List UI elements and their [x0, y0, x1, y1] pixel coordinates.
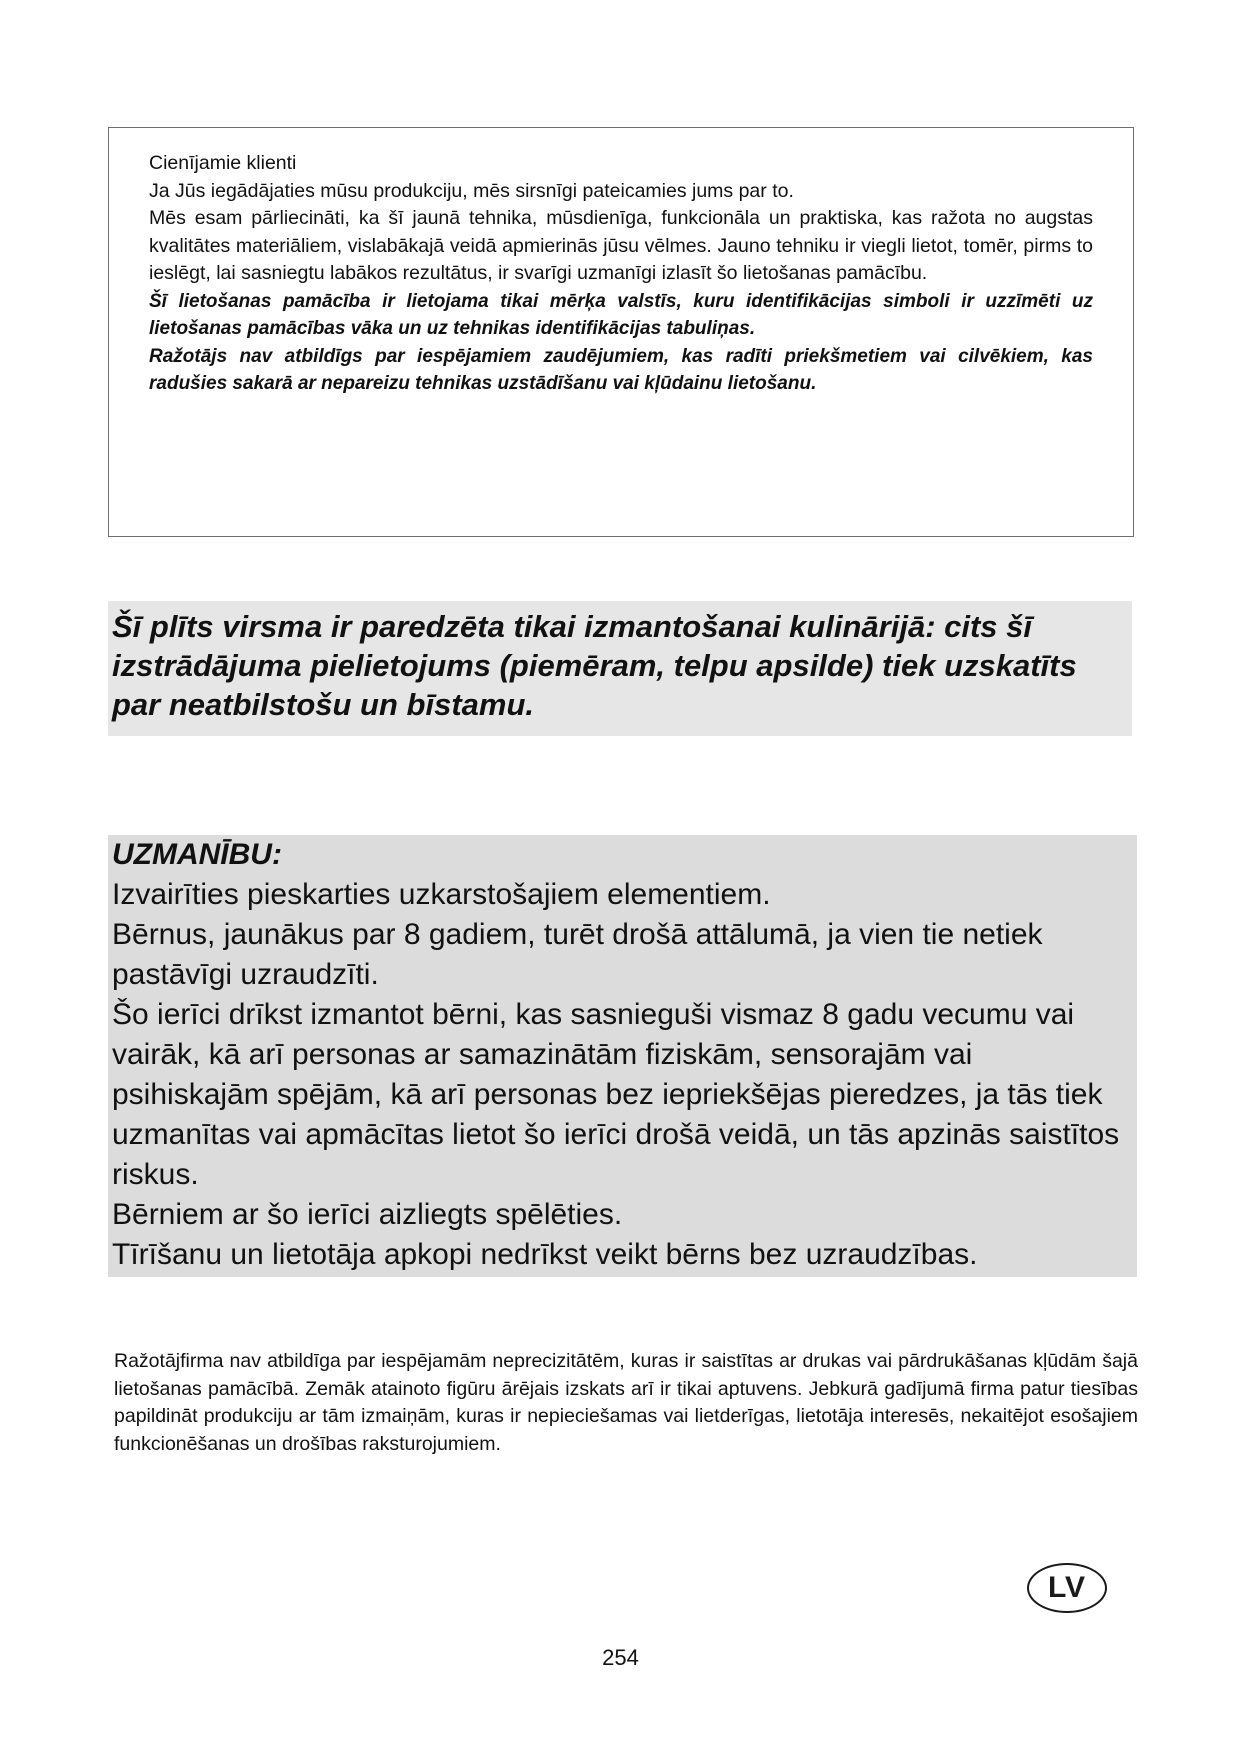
warning-box [108, 835, 1137, 1277]
intro-body: Mēs esam pārliecināti, ka šī jaunā tehnika, mūsdienīga, funkcionāla un praktiska, kas ražota no augstas kvalitātes materiāliem, vislabākajā veidā apmierinās jūsu vēlmes. Jauno tehniku ir viegli lietot, tomēr, pirms to ieslēgt, lai sasniegtu labākos rezultātus, ir svarīgi uzmanīgi izlasīt šo lietošanas pamācību. [149, 207, 1093, 284]
disclaimer-text: Ražotājfirma nav atbildīga par iespējamām neprecizitātēm, kuras ir saistītas ar drukas vai pārdrukāšanas kļūdām šajā lietošanas pamācībā. Zemāk atainoto figūru ārējais izskats arī ir tikai aptuvens. Jebkurā gadījumā firma patur tiesības papildināt produkciju ar tām izmaiņām, kuras ir nepieciešamas vai lietderīgas, lietotāja interesēs, nekaitējot esošajiem funkcionēšanas un drošības raksturojumiem. [114, 1350, 1138, 1455]
intro-country-note: Šī lietošanas pamācība ir lietojama tikai mērķa valstīs, kuru identifikācijas simboli ir uzzīmēti uz lietošanas pamācības vāka un uz tehnikas identifikācijas tabuliņas. [149, 290, 1093, 339]
disclaimer [114, 1348, 1138, 1458]
usage-notice: Šī plīts virsma ir paredzēta tikai izmantošanai kulinārijā: cits šī izstrādājuma pielietojums (piemēram, telpu apsilde) tiek uzskatīts par neatbilstošu un bīstamu. [112, 609, 1077, 722]
usage-notice-box [108, 601, 1132, 736]
page-number: 254 [602, 1645, 639, 1670]
language-badge: LV [1027, 1563, 1107, 1613]
intro-greeting: Cienījamie klienti [149, 152, 297, 174]
warning-line: Tīrīšanu un lietotāja apkopi nedrīkst veikt bērns bez uzraudzības. [112, 1238, 978, 1271]
warning-line: Izvairīties pieskarties uzkarstošajiem elementiem. [112, 878, 771, 911]
warning-line: Šo ierīci drīkst izmantot bērni, kas sasnieguši vismaz 8 gadu vecumu vai vairāk, kā arī personas ar samazinātām fiziskām, sensorajām vai psihiskajām spējām, kā arī personas bez iepriekšējas pieredzes, ja tās tiek uzmanītas vai apmācītas lietot šo ierīci drošā veidā, un tās apzinās saistītos riskus. [112, 998, 1120, 1191]
warning-line: Bērnus, jaunākus par 8 gadiem, turēt drošā attālumā, ja vien tie netiek pastāvīgi uzraudzīti. [112, 918, 1043, 991]
warning-line: Bērniem ar šo ierīci aizliegts spēlēties. [112, 1198, 623, 1231]
intro-liability-note: Ražotājs nav atbildīgs par iespējamiem zaudējumiem, kas radīti priekšmetiem vai cilvēkiem, kas radušies sakarā ar nepareizu tehnikas uzstādīšanu vai kļūdainu lietošanu. [149, 345, 1093, 394]
warning-title: UZMANĪBU: [112, 838, 282, 871]
intro-thanks: Ja Jūs iegādājaties mūsu produkciju, mēs sirsnīgi pateicamies jums par to. [149, 179, 794, 202]
intro-box [108, 127, 1134, 537]
